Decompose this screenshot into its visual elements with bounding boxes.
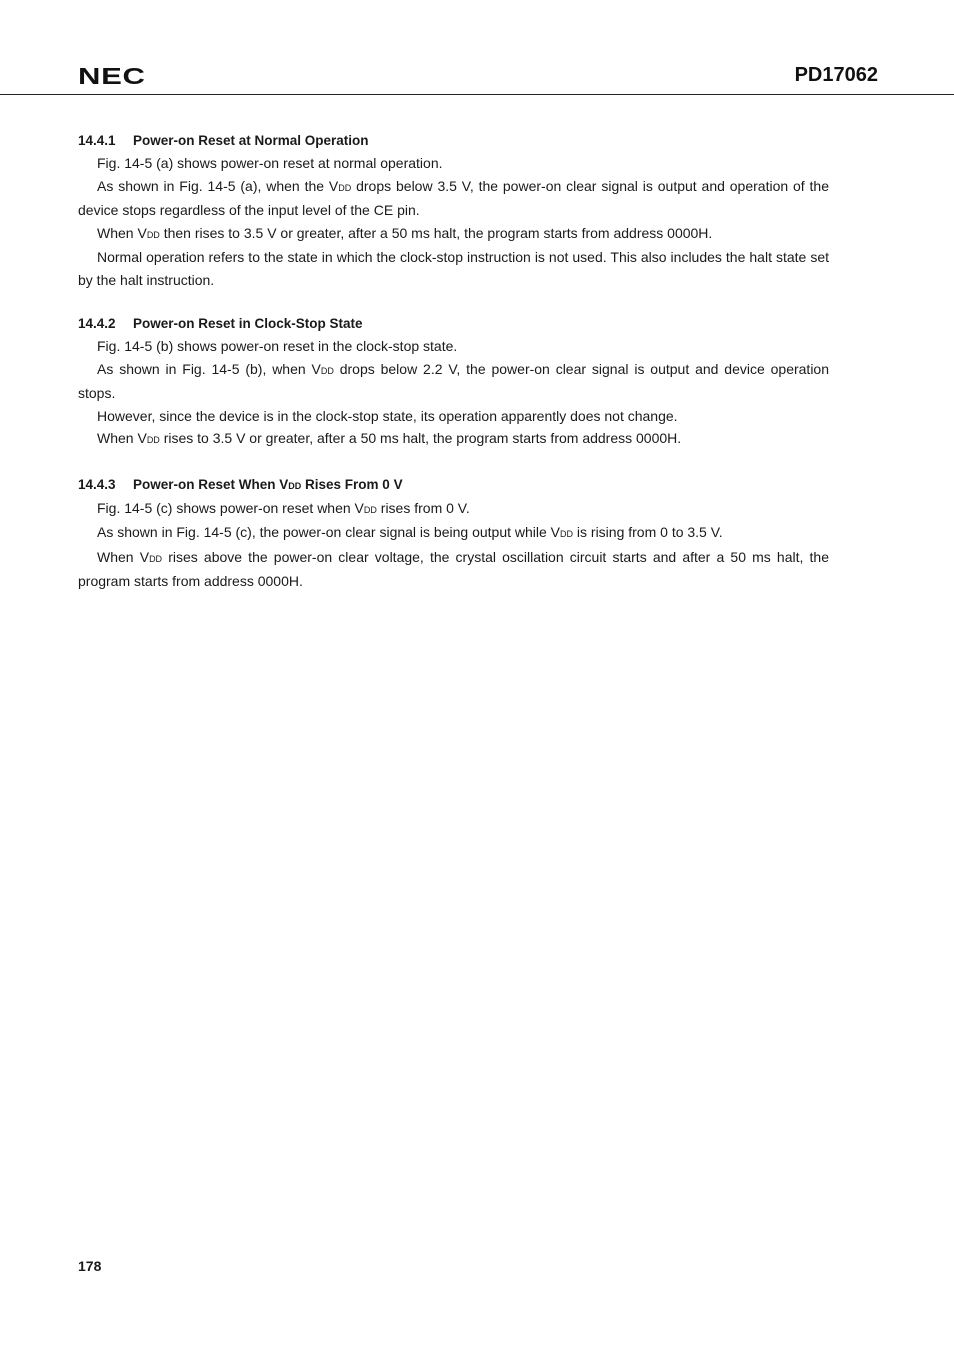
- section-heading: [78, 474, 829, 497]
- paragraph: As shown in Fig. 14-5 (c), the power-on clear signal is being output while VDD is rising from 0 to 3.5 V.: [97, 524, 723, 540]
- section-14-4-3: [78, 474, 829, 593]
- paragraph: As shown in Fig. 14-5 (b), when VDD drops below 2.2 V, the power-on clear signal is output and device operation stops.: [78, 360, 829, 401]
- paragraph: However, since the device is in the clock-stop state, its operation apparently does not change.: [97, 407, 678, 424]
- document-id: PD17062: [794, 64, 878, 86]
- header-rule: [0, 94, 954, 95]
- section-title: Power-on Reset When VDD Rises From 0 V: [133, 476, 403, 492]
- section-number: 14.4.3: [78, 476, 116, 492]
- paragraph: When VDD rises above the power-on clear voltage, the crystal oscillation circuit starts and after a 50 ms halt, the program starts from address 0000H.: [78, 548, 829, 589]
- paragraph: When VDD then rises to 3.5 V or greater, after a 50 ms halt, the program starts from address 0000H.: [97, 224, 713, 241]
- paragraph: When VDD rises to 3.5 V or greater, after a 50 ms halt, the program starts from address 0000H.: [97, 430, 682, 446]
- paragraph: As shown in Fig. 14-5 (a), when the VDD drops below 3.5 V, the power-on clear signal is output and operation of the device stops regardless of the input level of the CE pin.: [78, 177, 830, 218]
- section-heading: [78, 130, 829, 152]
- nec-logo: NEC: [78, 63, 146, 89]
- page-number: 178: [78, 1258, 102, 1274]
- section-14-4-2: [78, 313, 829, 452]
- paragraph: Fig. 14-5 (c) shows power-on reset when VDD rises from 0 V.: [97, 499, 470, 516]
- section-heading: [78, 313, 829, 335]
- section-title: Power-on Reset in Clock-Stop State: [133, 316, 363, 331]
- paragraph: Fig. 14-5 (a) shows power-on reset at normal operation.: [97, 155, 443, 171]
- section-14-4-1: [78, 130, 829, 291]
- page-content: [78, 130, 829, 615]
- paragraph: Fig. 14-5 (b) shows power-on reset in the clock-stop state.: [97, 338, 458, 354]
- paragraph: Normal operation refers to the state in which the clock-stop instruction is not used. This also includes the halt state set by the halt instruction.: [78, 249, 829, 288]
- section-number: 14.4.1: [78, 133, 116, 148]
- section-title: Power-on Reset at Normal Operation: [133, 133, 369, 148]
- section-number: 14.4.2: [78, 316, 116, 331]
